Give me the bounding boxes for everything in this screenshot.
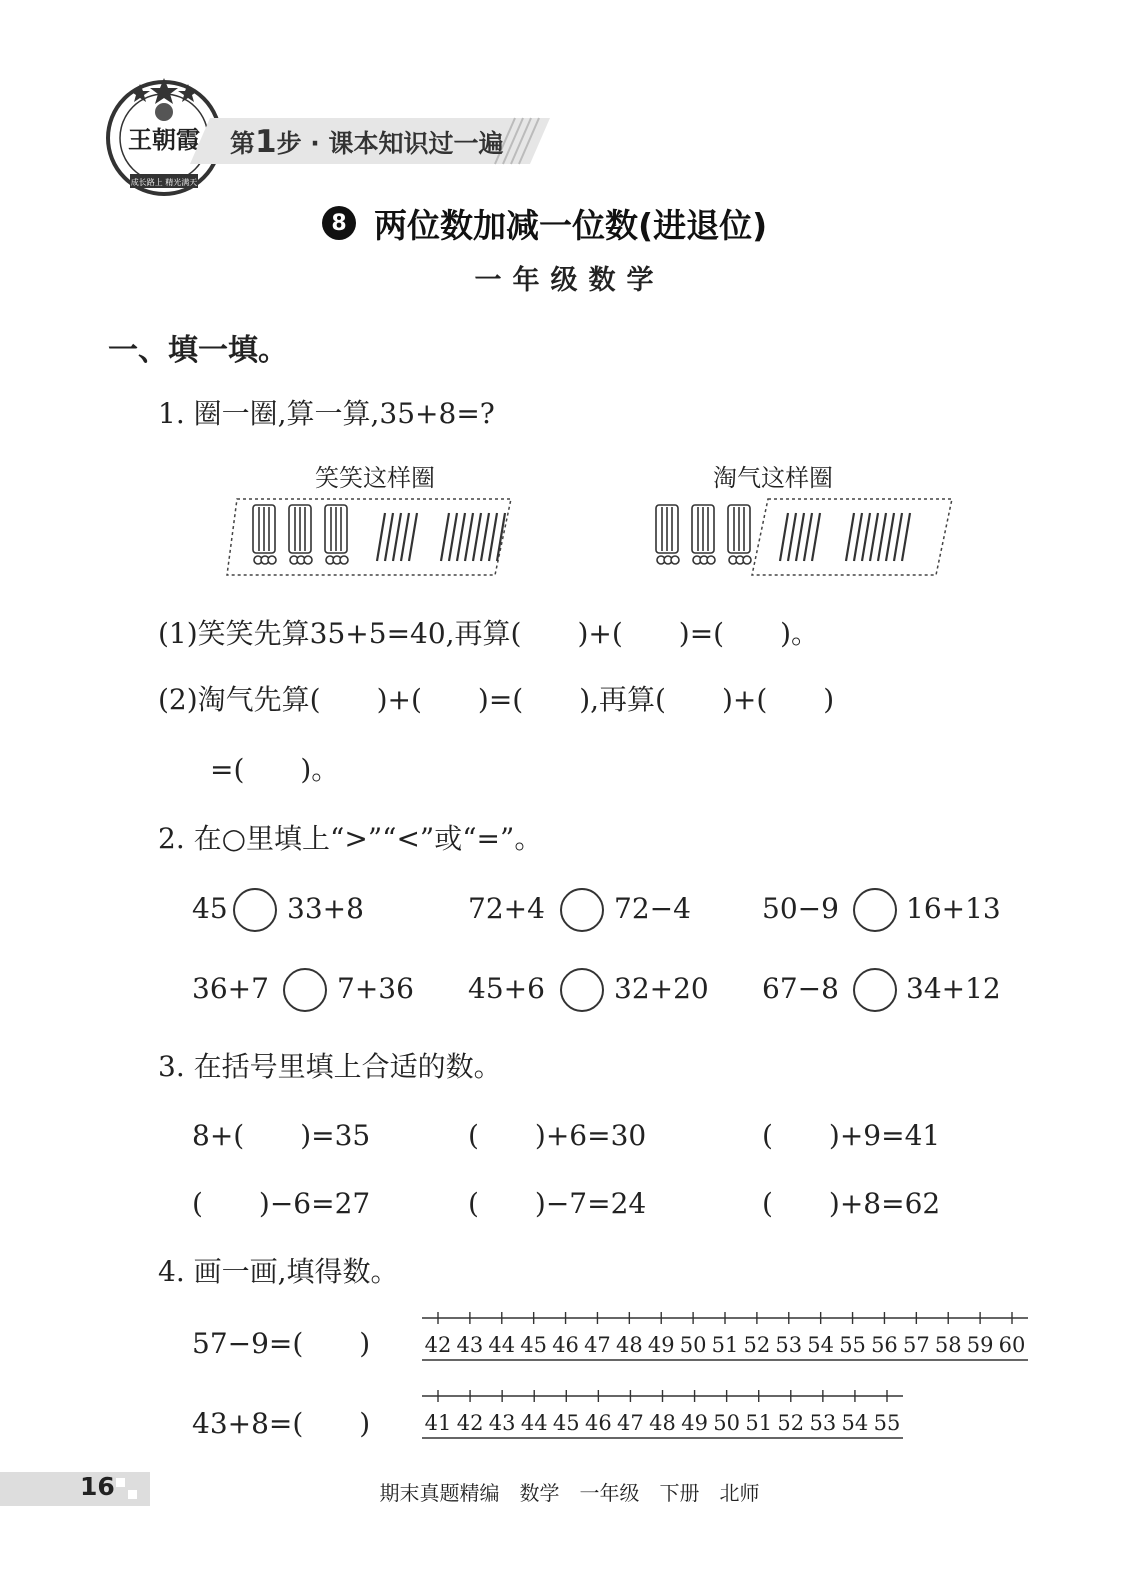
number-line-equation[interactable]: 43+8=( )	[192, 1407, 371, 1440]
number-line-label: 48	[649, 1411, 676, 1435]
q1-sub2-line1: (2)淘气先算( )+( )=( ),再算( )+( )	[158, 683, 835, 716]
step-label: 第1步 · 课本知识过一遍	[230, 124, 504, 160]
q1-sub2-line2: =( )。	[210, 753, 340, 786]
number-line-label: 45	[520, 1333, 548, 1357]
compare-circle[interactable]	[560, 888, 604, 932]
q1-prompt: 1. 圈一圈,算一算,35+8=?	[158, 397, 495, 430]
q2-prompt: 2. 在○里填上“>”“<”或“=”。	[158, 822, 543, 855]
number-line-label: 59	[966, 1333, 994, 1357]
number-line-label: 47	[617, 1411, 644, 1435]
number-line-label: 48	[615, 1333, 643, 1357]
compare-circle[interactable]	[233, 888, 277, 932]
compare-circle[interactable]	[560, 968, 604, 1012]
number-line-label: 50	[713, 1411, 741, 1435]
lesson-title	[322, 200, 767, 246]
number-line-label: 46	[584, 1411, 612, 1435]
page-number: 16	[80, 1472, 115, 1501]
fill-blank-equation[interactable]: 8+( )=35	[192, 1119, 371, 1152]
compare-circle[interactable]	[853, 888, 897, 932]
number-line-label: 52	[743, 1333, 771, 1357]
compare-right: 72−4	[614, 892, 691, 925]
number-line-label: 56	[871, 1333, 898, 1357]
compare-left: 45	[192, 892, 228, 925]
number-line-label: 57	[902, 1333, 930, 1357]
number-line-label: 52	[777, 1411, 805, 1435]
fill-blank-equation[interactable]: ( )−7=24	[468, 1187, 647, 1220]
number-line-2[interactable]	[420, 1388, 905, 1444]
number-line-equation[interactable]: 57−9=( )	[192, 1327, 371, 1360]
svg-text:王朝霞: 王朝霞	[128, 125, 200, 154]
caption-taoqi: 淘气这样圈	[713, 464, 833, 492]
compare-circle[interactable]	[283, 968, 327, 1012]
number-line-1[interactable]	[420, 1310, 1030, 1366]
number-line-label: 55	[839, 1333, 866, 1357]
fill-blank-equation[interactable]: ( )+6=30	[468, 1119, 647, 1152]
lesson-number-badge: 8	[322, 206, 356, 240]
fill-blank-equation[interactable]: ( )+8=62	[762, 1187, 941, 1220]
number-line-label: 58	[934, 1333, 962, 1357]
number-line-label: 46	[552, 1333, 579, 1357]
number-line-label: 60	[998, 1333, 1026, 1357]
compare-left: 72+4	[468, 892, 545, 925]
svg-text:成长路上 精光满天: 成长路上 精光满天	[130, 178, 198, 187]
compare-right: 16+13	[906, 892, 1001, 925]
number-line-label: 53	[809, 1411, 837, 1435]
number-line-label: 42	[456, 1411, 484, 1435]
number-line-label: 49	[647, 1333, 675, 1357]
number-line-label: 49	[681, 1411, 708, 1435]
number-line-label: 43	[488, 1411, 516, 1435]
number-line-label: 44	[520, 1411, 548, 1435]
number-line-label: 41	[424, 1411, 452, 1435]
compare-left: 36+7	[192, 972, 269, 1005]
fill-blank-equation[interactable]: ( )+9=41	[762, 1119, 941, 1152]
compare-right: 34+12	[906, 972, 1001, 1005]
number-line-label: 53	[775, 1333, 803, 1357]
lesson-title-text: 两位数加减一位数(进退位)	[374, 205, 768, 245]
number-line-label: 45	[552, 1411, 580, 1435]
number-line-label: 42	[424, 1333, 452, 1357]
page-subtitle: 一年级数学	[474, 265, 665, 296]
compare-right: 33+8	[287, 892, 364, 925]
q4-prompt: 4. 画一画,填得数。	[158, 1255, 399, 1288]
number-line-label: 54	[807, 1333, 835, 1357]
number-line-label: 43	[456, 1333, 484, 1357]
fill-blank-equation[interactable]: ( )−6=27	[192, 1187, 371, 1220]
q1-sub1: (1)笑笑先算35+5=40,再算( )+( )=( )。	[158, 617, 820, 650]
compare-left: 50−9	[762, 892, 839, 925]
compare-left: 67−8	[762, 972, 839, 1005]
number-line-label: 54	[841, 1411, 869, 1435]
number-line-label: 47	[584, 1333, 611, 1357]
section-title: 一、填一填。	[108, 333, 288, 368]
q3-prompt: 3. 在括号里填上合适的数。	[158, 1050, 502, 1083]
caption-xiaoxiao: 笑笑这样圈	[315, 464, 435, 492]
number-line-label: 55	[873, 1411, 901, 1435]
compare-right: 32+20	[614, 972, 709, 1005]
number-line-label: 51	[745, 1411, 773, 1435]
number-line-label: 44	[488, 1333, 516, 1357]
footer-text: 期末真题精编 数学 一年级 下册 北师	[379, 1481, 760, 1505]
number-line-label: 51	[711, 1333, 739, 1357]
sticks-illustration-taoqi	[640, 495, 960, 580]
compare-circle[interactable]	[853, 968, 897, 1012]
number-line-label: 50	[679, 1333, 707, 1357]
compare-right: 7+36	[337, 972, 414, 1005]
sticks-illustration-xiaoxiao	[225, 495, 555, 580]
compare-left: 45+6	[468, 972, 545, 1005]
